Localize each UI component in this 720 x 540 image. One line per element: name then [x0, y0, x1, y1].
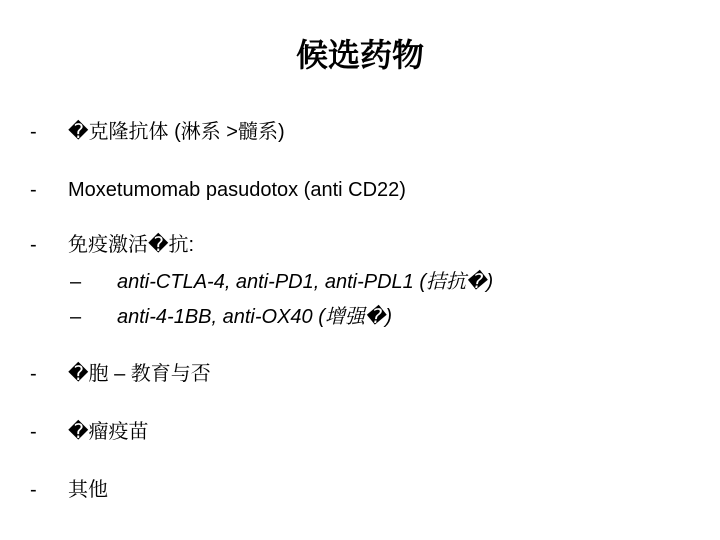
bullet-marker: -: [30, 479, 37, 501]
sub-bullet-text: anti-CTLA-4, anti-PD1, anti-PDL1 (拮抗�): [117, 271, 494, 293]
bullet-marker: -: [30, 421, 37, 443]
bullet-text: 其他: [68, 479, 108, 501]
bullet-text: Moxetumomab pasudotox (anti CD22): [68, 179, 406, 201]
bullet-text: �瘤疫苗: [68, 421, 149, 443]
sub-bullet-marker: –: [70, 306, 82, 328]
bullet-marker: -: [30, 363, 37, 385]
bullet-text: �克隆抗体 (淋系 >髓系): [68, 121, 285, 143]
bullet-text: �胞 – 教育与否: [68, 363, 211, 385]
sub-bullet-marker: –: [70, 271, 82, 293]
sub-bullet-text: anti-4-1BB, anti-OX40 (增强�): [117, 306, 393, 328]
bullet-marker: -: [30, 179, 37, 201]
bullet-text: 免疫激活�抗:: [68, 234, 195, 256]
slide-title: 候选药物: [295, 36, 424, 74]
bullet-marker: -: [30, 234, 37, 256]
bullet-marker: -: [30, 121, 37, 143]
